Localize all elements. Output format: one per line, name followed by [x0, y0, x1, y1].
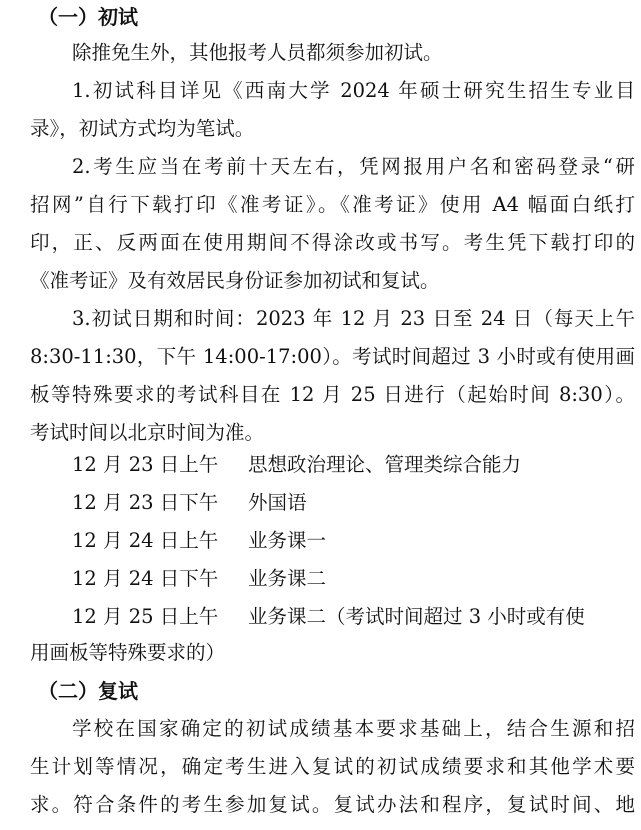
paragraph-line: 求。符合条件的考生参加复试。复试办法和程序，复试时间、地 — [30, 793, 635, 816]
schedule-date: 12 月 23 日下午 — [72, 491, 219, 514]
schedule-row — [72, 522, 326, 560]
paragraph-line: 考试时间以北京时间为准。 — [30, 421, 265, 444]
schedule-row — [72, 446, 521, 484]
section-heading-retest: （二）复试 — [38, 679, 138, 703]
section-heading-preliminary-exam: （一）初试 — [38, 5, 138, 29]
paragraph-line: 生计划等情况，确定考生进入复试的初试成绩要求和其他学术要 — [30, 755, 635, 778]
paragraph-line: 学校在国家确定的初试成绩基本要求基础上，结合生源和招 — [72, 717, 635, 740]
paragraph-line: 板等特殊要求的考试科目在 12 月 25 日进行（起始时间 8:30）。 — [30, 383, 635, 406]
schedule-subject: 业务课一 — [248, 529, 327, 552]
schedule-continuation: 用画板等特殊要求的） — [30, 641, 226, 664]
schedule-date: 12 月 23 日上午 — [72, 453, 219, 476]
paragraph-intro: 除推免生外，其他报考人员都须参加初试。 — [72, 41, 443, 64]
paragraph-line: 招网”自行下载打印《准考证》。《准考证》使用 A4 幅面白纸打 — [30, 193, 635, 216]
paragraph-line: 1.初试科目详见《西南大学 2024 年硕士研究生招生专业目 — [72, 79, 635, 102]
schedule-date: 12 月 25 日上午 — [72, 605, 219, 628]
schedule-date: 12 月 24 日上午 — [72, 529, 219, 552]
schedule-subject: 外国语 — [248, 491, 307, 514]
paragraph-line: 《准考证》及有效居民身份证参加初试和复试。 — [30, 269, 440, 292]
schedule-row — [72, 598, 585, 636]
schedule-subject: 业务课二 — [248, 567, 327, 590]
schedule-date: 12 月 24 日下午 — [72, 567, 219, 590]
paragraph-line: 2.考生应当在考前十天左右，凭网报用户名和密码登录“研 — [72, 155, 635, 178]
paragraph-line: 录》，初试方式均为笔试。 — [30, 117, 255, 140]
schedule-subject: 业务课二（考试时间超过 3 小时或有使 — [248, 605, 585, 628]
schedule-row — [72, 560, 326, 598]
paragraph-line: 8:30-11:30，下午 14:00-17:00）。考试时间超过 3 小时或有使用画 — [30, 345, 635, 368]
schedule-subject: 思想政治理论、管理类综合能力 — [248, 453, 522, 476]
paragraph-line: 3.初试日期和时间：2023 年 12 月 23 日至 24 日（每天上午 — [72, 307, 635, 330]
paragraph-line: 印，正、反两面在使用期间不得涂改或书写。考生凭下载打印的 — [30, 231, 635, 254]
schedule-row — [72, 484, 307, 522]
